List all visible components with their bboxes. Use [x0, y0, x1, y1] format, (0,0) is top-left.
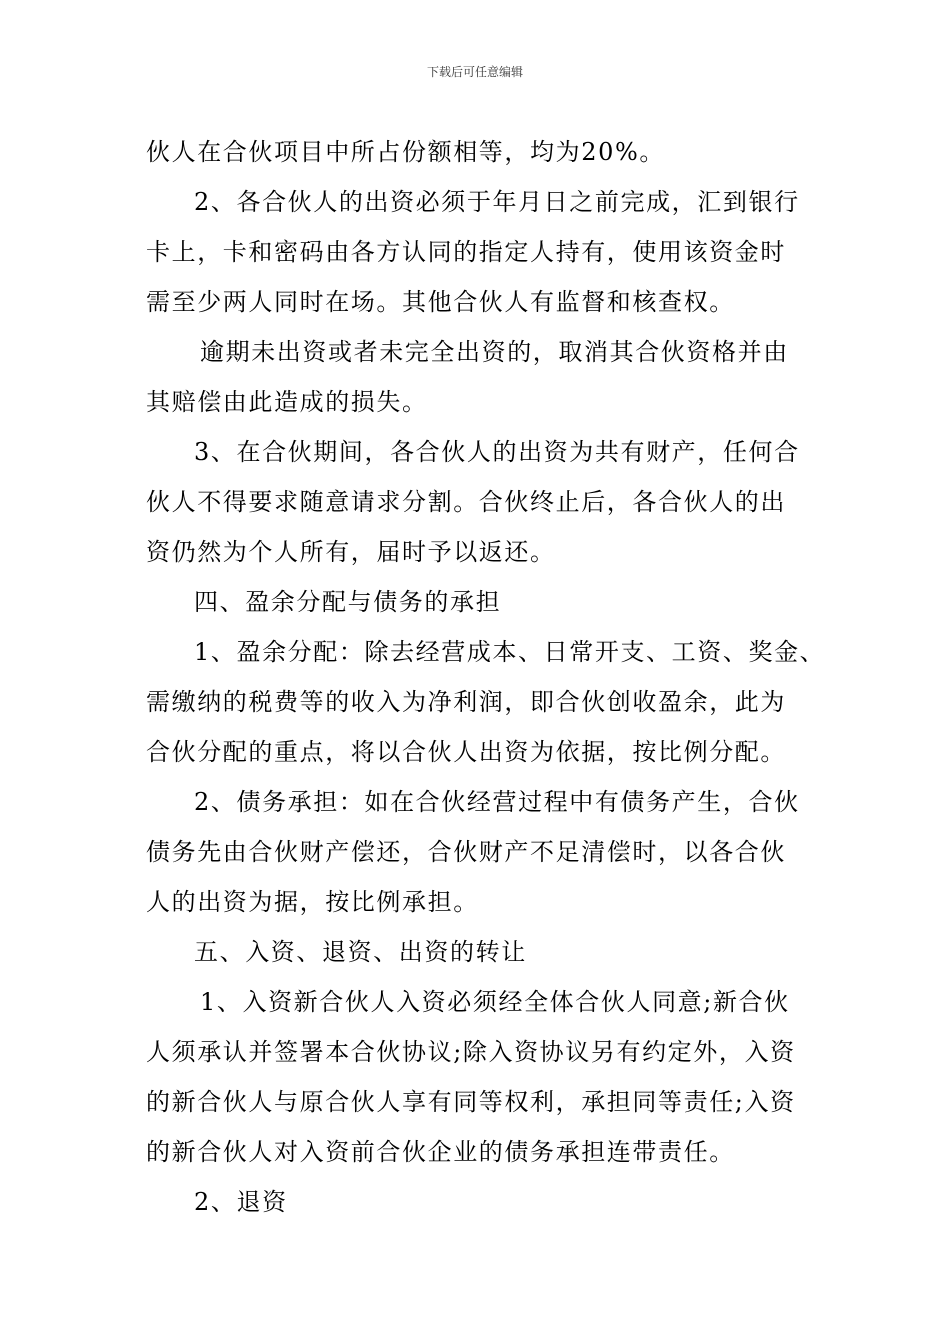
document-body [146, 127, 826, 1227]
text-line: 的新合伙人与原合伙人享有同等权利，承担同等责任;入资 [146, 1088, 796, 1116]
text-line: 1、盈余分配：除去经营成本、日常开支、工资、奖金、 [194, 638, 826, 666]
text-line: 3、在合伙期间，各合伙人的出资为共有财产，任何合 [194, 438, 800, 466]
text-line: 伙人不得要求随意请求分割。合伙终止后，各合伙人的出 [146, 488, 786, 516]
text-line: 1、入资新合伙人入资必须经全体合伙人同意;新合伙 [200, 988, 790, 1016]
text-line: 卡上，卡和密码由各方认同的指定人持有，使用该资金时 [146, 238, 786, 266]
text-line: 2、各合伙人的出资必须于年月日之前完成，汇到银行 [194, 188, 800, 216]
text-line: 其赔偿由此造成的损失。 [146, 388, 428, 416]
section-heading: 五、入资、退资、出资的转让 [194, 938, 527, 966]
text-line: 2、债务承担：如在合伙经营过程中有债务产生，合伙 [194, 788, 800, 816]
text-line: 的新合伙人对入资前合伙企业的债务承担连带责任。 [146, 1138, 735, 1166]
text-line: 伙人在合伙项目中所占份额相等，均为20%。 [146, 138, 665, 166]
page-header: 下载后可任意编辑 [426, 65, 523, 79]
text-line: 逾期未出资或者未完全出资的，取消其合伙资格并由 [200, 338, 789, 366]
text-line: 需至少两人同时在场。其他合伙人有监督和核查权。 [146, 288, 735, 316]
text-line: 人的出资为据，按比例承担。 [146, 888, 479, 916]
text-line: 需缴纳的税费等的收入为净利润，即合伙创收盈余，此为 [146, 688, 786, 716]
section-heading: 四、盈余分配与债务的承担 [194, 588, 502, 616]
text-line: 2、退资 [194, 1188, 288, 1216]
text-line: 合伙分配的重点，将以合伙人出资为依据，按比例分配。 [146, 738, 786, 766]
text-line: 资仍然为个人所有，届时予以返还。 [146, 538, 556, 566]
text-line: 人须承认并签署本合伙协议;除入资协议另有约定外，入资 [146, 1038, 796, 1066]
text-line: 债务先由合伙财产偿还，合伙财产不足清偿时，以各合伙 [146, 838, 786, 866]
